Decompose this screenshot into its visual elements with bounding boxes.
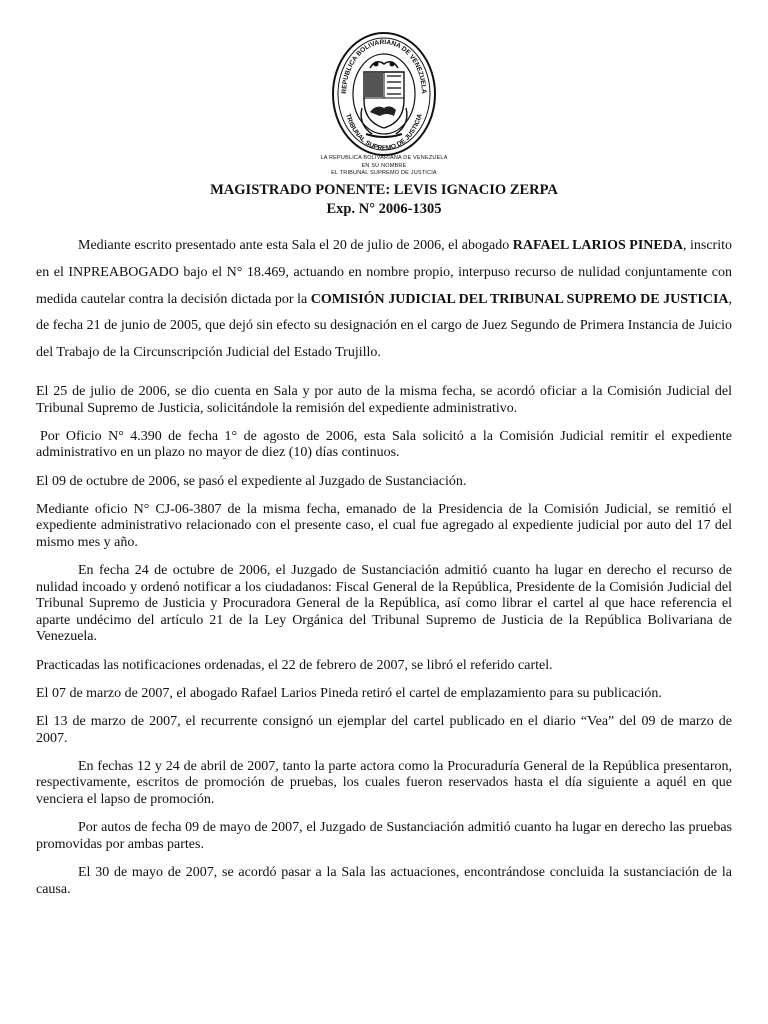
seal-caption [286, 155, 482, 178]
paragraph: Por autos de fecha 09 de mayo de 2007, el Juzgado de Sustanciación admitió cuanto ha lugar en derecho las pruebas promovidas por ambas partes. [36, 820, 732, 852]
paragraph: En fechas 12 y 24 de abril de 2007, tanto la parte actora como la Procuraduría General de la República presentaron, respectivamente, escritos de promoción de pruebas, los cuales fueron reservados hasta el día siguiente a aquél en que venciera el lapso de promoción. [36, 758, 732, 808]
bold-name: RAFAEL LARIOS PINEDA [512, 238, 683, 253]
seal-caption-line: LA REPUBLICA BOLIVARIANA DE VENEZUELA [320, 155, 448, 161]
seal-caption-line: EL TRIBUNAL SUPREMO DE JUSTICIA [331, 170, 437, 176]
file-number: Exp. N° 2006-1305 [326, 201, 442, 217]
paragraph-intro [36, 233, 732, 367]
seal-emblem-icon [330, 28, 438, 156]
paragraph: Practicadas las notificaciones ordenadas, el 22 de febrero de 2007, se libró el referido cartel. [36, 657, 553, 673]
document-body [36, 233, 732, 910]
seal-caption-line: EN SU NOMBRE [361, 162, 407, 169]
paragraph: El 30 de mayo de 2007, se acordó pasar a la Sala las actuaciones, encontrándose concluida la sustanciación de la causa. [36, 864, 732, 897]
paragraph-text: Mediante escrito presentado ante esta Sala el 20 de julio de 2006, el abogado [78, 238, 513, 253]
bold-institution: COMISIÓN JUDICIAL DEL TRIBUNAL SUPREMO DE JUSTICIA [310, 291, 729, 307]
paragraph-text: , inscrito en el INPREABOGADO bajo el N° 18.469, actuando en nombre propio, interpuso recurso de nulidad conjuntamente con medida cautelar contra la decisión dictada por la [36, 238, 732, 307]
paragraph: El 13 de marzo de 2007, el recurrente consignó un ejemplar del cartel publicado en el diario “Vea” del 09 de marzo de 2007. [36, 714, 732, 746]
document-heading [36, 181, 732, 219]
paragraph-text: , de fecha 21 de junio de 2005, que dejó sin efecto su designación en el cargo de Juez Segundo de Primera Instancia de Juicio del Trabajo de la Circunscripción Judicial del Estado Trujillo. [36, 291, 732, 361]
paragraph: El 07 de marzo de 2007, el abogado Rafael Larios Pineda retiró el cartel de emplazamiento para su publicación. [36, 685, 662, 701]
seal-ring-bottom-text: TRIBUNAL SUPREMO DE JUSTICIA [344, 112, 424, 153]
seal-ring-top-text: REPUBLICA BOLIVARIANA DE VENEZUELA [340, 38, 428, 94]
magistrate-title: MAGISTRADO PONENTE: LEVIS IGNACIO ZERPA [210, 182, 558, 198]
paragraph: Mediante oficio N° CJ-06-3807 de la misma fecha, emanado de la Presidencia de la Comisión Judicial, se remitió el expediente administrativo relacionado con el presente caso, el cual fue agregado al expediente judicial por auto del 17 del mismo mes y año. [36, 501, 732, 550]
paragraph: El 25 de julio de 2006, se dio cuenta en Sala y por auto de la misma fecha, se acordó oficiar a la Comisión Judicial del Tribunal Supremo de Justicia, solicitándole la remisión del expediente administrativo. [36, 383, 732, 416]
paragraph: En fecha 24 de octubre de 2006, el Juzgado de Sustanciación admitió cuanto ha lugar en derecho el recurso de nulidad incoado y ordenó notificar a los ciudadanos: Fiscal General de la República, Presidente de la Comisión Judicial del Tribunal Supremo de Justicia y Procuradora General de la República, así como librar el cartel al que hace referencia el aparte undécimo del artículo 21 de la Ley Orgánica del Tribunal Supremo de Justicia de la República Bolivariana de Venezuela. [36, 563, 732, 645]
paragraph: Por Oficio N° 4.390 de fecha 1° de agosto de 2006, esta Sala solicitó a la Comisión Judicial remitir el expediente administrativo en un plazo no mayor de diez (10) días continuos. [36, 428, 732, 461]
paragraph: El 09 de octubre de 2006, se pasó el expediente al Juzgado de Sustanciación. [36, 473, 467, 489]
coat-of-arms-seal [330, 28, 438, 156]
